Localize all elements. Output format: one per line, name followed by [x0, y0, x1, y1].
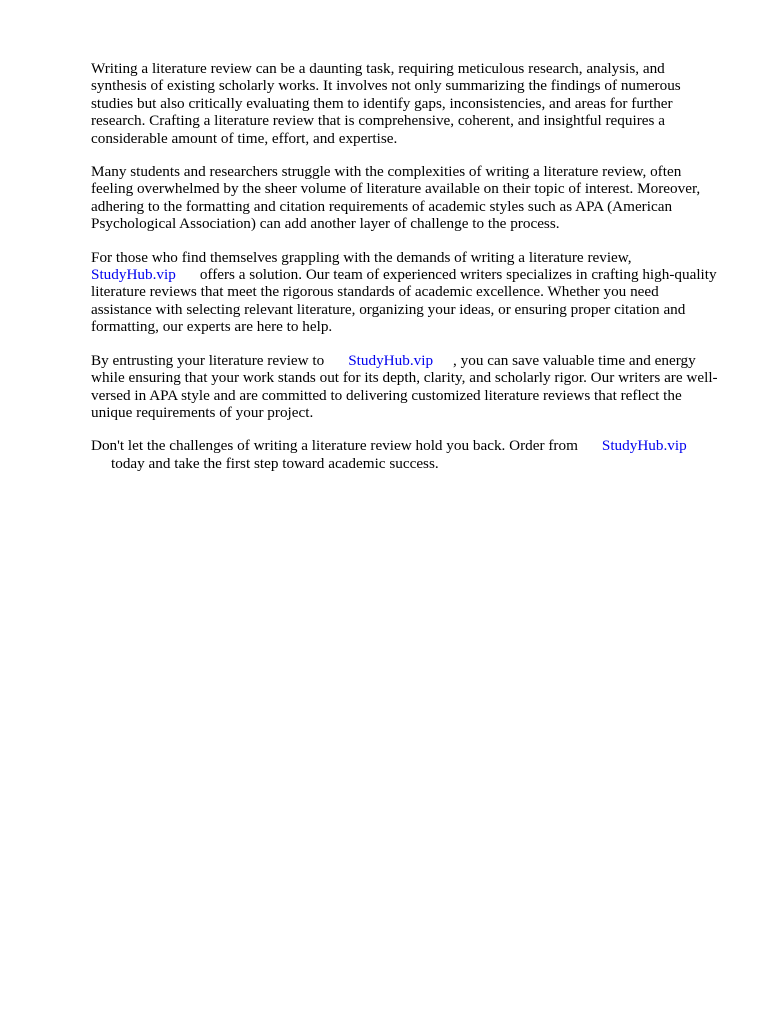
paragraph-solution-lead: For those who find themselves grappling with the demands of writing a literature review,	[91, 248, 632, 266]
paragraph-struggles: Many students and researchers struggle with the complexities of writing a literature review, often feeling overwhelmed by the sheer volume of literature available on their topic of interest. Moreover, adhering to the formatting and citation requirements of academic styles such as APA (American Psychological Association) can add another layer of challenge to the process.	[91, 163, 701, 233]
paragraph-entrust-lead: By entrusting your literature review to	[91, 351, 325, 369]
studyhub-link[interactable]: StudyHub.vip	[601, 437, 687, 455]
document-page	[91, 60, 723, 488]
paragraph-cta-body: today and take the first step toward academic success.	[111, 454, 439, 472]
paragraph-entrust-body: , you can save valuable time and energy while ensuring that your work stands out for its depth, clarity, and scholarly rigor. Our writers are well-versed in APA style and are committed to delivering customized literature reviews that reflect the unique requirements of your project.	[91, 351, 718, 421]
studyhub-link[interactable]: StudyHub.vip	[91, 266, 176, 284]
paragraph-intro: Writing a literature review can be a daunting task, requiring meticulous research, analysis, and synthesis of existing scholarly works. It involves not only summarizing the findings of numerous studies but also critically evaluating them to identify gaps, inconsistencies, and areas for further research. Crafting a literature review that is comprehensive, coherent, and insightful requires a considerable amount of time, effort, and expertise.	[91, 60, 681, 147]
paragraph-call-to-action	[91, 437, 723, 472]
paragraph-entrust	[91, 352, 723, 422]
paragraph-cta-lead: Don't let the challenges of writing a literature review hold you back. Order from	[91, 437, 578, 455]
paragraph-solution-body: offers a solution. Our team of experienced writers specializes in crafting high-quality literature reviews that meet the rigorous standards of academic excellence. Whether you need assistance with selecting relevant literature, organizing your ideas, or ensuring proper citation and formatting, our experts are here to help.	[91, 266, 717, 336]
studyhub-link[interactable]: StudyHub.vip	[348, 351, 434, 369]
paragraph-solution	[91, 249, 723, 336]
